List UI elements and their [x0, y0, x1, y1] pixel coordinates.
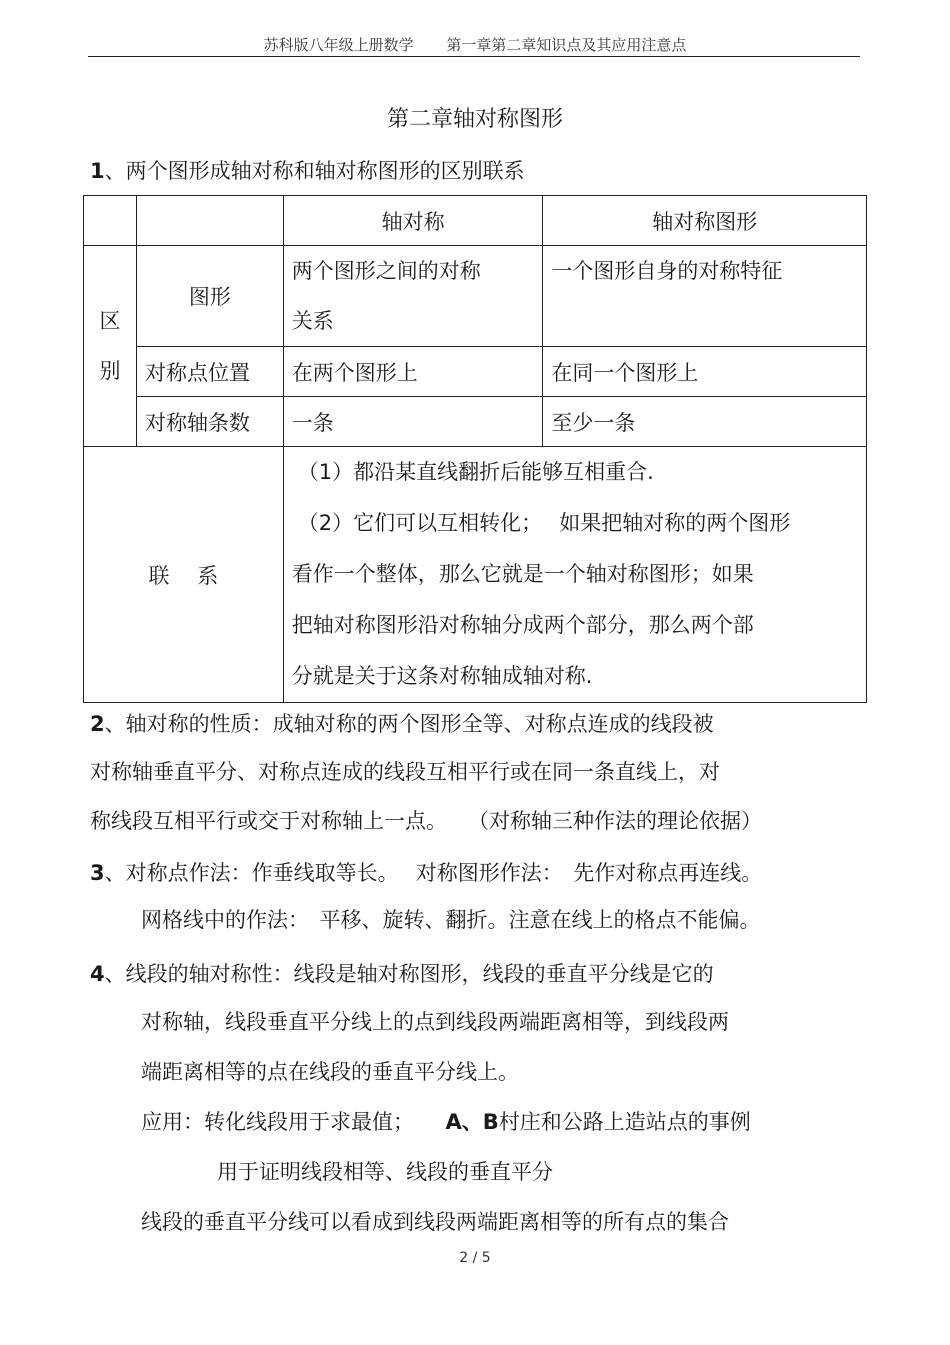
section-4-last-line: 线段的垂直平分线可以看成到线段两端距离相等的所有点的集合	[141, 1210, 729, 1234]
application-prefix: 应用：转化线段用于求最值；	[141, 1110, 446, 1134]
section-4-number: 4	[90, 962, 105, 986]
table-cell: 至少一条	[543, 397, 867, 447]
section-2-line-1	[90, 710, 714, 738]
relation-label: 联 系	[84, 447, 284, 703]
relation-line: （2）它们可以互相转化； 如果把轴对称的两个图形	[297, 511, 791, 535]
cell-line: 两个图形之间的对称	[291, 259, 481, 283]
header-doc-title: 第一章第二章知识点及其应用注意点	[446, 36, 687, 54]
relation-content	[283, 447, 866, 703]
section-2-text: 、轴对称的性质：成轴对称的两个图形全等、对称点连成的线段被	[104, 712, 714, 736]
header-rule	[88, 56, 860, 57]
section-2-line-3: 称线段互相平行或交于对称轴上一点。 （对称轴三种作法的理论依据）	[90, 809, 762, 833]
section-3-line-2: 网格线中的作法： 平移、旋转、翻折。注意在线上的格点不能偏。	[141, 908, 761, 932]
section-4-application	[141, 1108, 751, 1136]
page-header	[0, 34, 950, 55]
table-row	[84, 246, 867, 347]
group-label-char: 别	[99, 359, 121, 383]
section-3-number: 3	[90, 861, 105, 885]
row-label: 对称轴条数	[136, 397, 283, 447]
table-cell: 一个图形自身的对称特征	[543, 246, 867, 347]
section-1-heading	[90, 157, 525, 185]
section-4-application-2: 用于证明线段相等、线段的垂直平分	[217, 1160, 553, 1184]
table-row	[84, 347, 867, 397]
comparison-table	[83, 195, 867, 703]
section-1-text: 、两个图形成轴对称和轴对称图形的区别联系	[104, 159, 525, 183]
section-3-line-1	[90, 859, 762, 887]
header-book-title: 苏科版八年级上册数学	[263, 36, 414, 54]
table-cell: 在两个图形上	[283, 347, 543, 397]
table-relation-row	[84, 447, 867, 703]
col-header-axisymmetric-figure: 轴对称图形	[543, 196, 867, 246]
application-suffix: 村庄和公路上造站点的事例	[498, 1110, 751, 1134]
cell-line: 关系	[291, 309, 334, 333]
application-villages: A、B	[445, 1110, 499, 1134]
table-blank-cell	[84, 196, 137, 246]
relation-line: 分就是关于这条对称轴成轴对称.	[291, 664, 593, 688]
section-4-line-3: 端距离相等的点在线段的垂直平分线上。	[141, 1060, 519, 1084]
section-2-line-2: 对称轴垂直平分、对称点连成的线段互相平行或在同一条直线上，对	[90, 760, 720, 784]
section-4-line-1	[90, 960, 714, 988]
relation-line: 把轴对称图形沿对称轴分成两个部分，那么两个部	[291, 613, 754, 637]
relation-line: （1）都沿某直线翻折后能够互相重合.	[297, 460, 654, 484]
table-header-row	[84, 196, 867, 246]
section-3-text: 、对称点作法：作垂线取等长。 对称图形作法： 先作对称点再连线。	[104, 861, 763, 885]
table-blank-cell	[136, 196, 283, 246]
table-cell	[283, 246, 543, 347]
relation-line: 看作一个整体，那么它就是一个轴对称图形；如果	[291, 562, 754, 586]
table-cell: 在同一个图形上	[543, 347, 867, 397]
table-cell: 一条	[283, 397, 543, 447]
section-2-number: 2	[90, 712, 105, 736]
table-row	[84, 397, 867, 447]
section-4-text: 、线段的轴对称性：线段是轴对称图形，线段的垂直平分线是它的	[104, 962, 714, 986]
page-number: 2 / 5	[459, 1250, 491, 1266]
col-header-axial-symmetry: 轴对称	[283, 196, 543, 246]
section-1-number: 1	[90, 159, 105, 183]
row-label: 图形	[136, 246, 283, 347]
group-label-difference	[84, 246, 137, 447]
section-4-line-2: 对称轴，线段垂直平分线上的点到线段两端距离相等，到线段两	[141, 1010, 729, 1034]
group-label-char: 区	[99, 309, 121, 333]
row-label: 对称点位置	[136, 347, 283, 397]
chapter-title: 第二章轴对称图形	[386, 107, 563, 132]
